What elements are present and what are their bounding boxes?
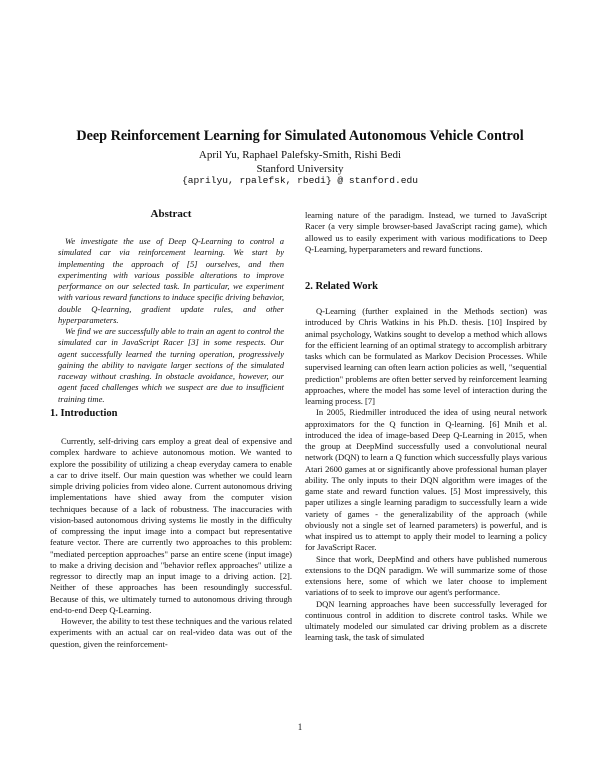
related-body [305, 306, 547, 644]
abstract-paragraph: We investigate the use of Deep Q-Learning to control a simulated car via reinforcement learning. We start by implementing the approach of [5] ourselves, and then experimenting with various possible alterations to improve performance on our selected task. In particular, we experiment with various reward functions to induce specific driving behavior, double Q-learning, gradient update rules, and other hyperparameters. [58, 236, 284, 325]
author-names: April Yu, Raphael Palefsky-Smith, Rishi Bedi [198, 149, 402, 161]
intro-body [50, 436, 292, 650]
abstract-paragraph: We find we are successfully able to train an agent to control the simulated car in JavaScript Racer [3] in some respects. Our agent successfully learned the turning operation, progressively gaining the ability to navigate larger sections of the simulated raceway without crashing. In obstacle avoidance, however, our agent faced challenges which we suspect are due to insufficient training time. [58, 326, 284, 404]
abstract-heading: Abstract [150, 208, 192, 220]
related-paragraph: Since that work, DeepMind and others have published numerous extensions to the DQN paradigm. We will summarize some of those extensions here, some of which we later choose to implement variations of to seek to improve our agent's performance. [305, 553, 547, 598]
intro-paragraph: However, the ability to test these techniques and the various related experiments with an actual car on real-video data was out of the question, given the reinforcement- [50, 616, 292, 649]
intro-paragraph-continued: learning nature of the paradigm. Instead, we turned to JavaScript Racer (a very simple browser-based JavaScript racing game), which allowed us to easily experiment with various modifications to Deep Q-Learning, hyperparameters and reward functions. [305, 210, 547, 254]
abstract-body [58, 236, 284, 405]
related-heading: 2. Related Work [305, 281, 379, 292]
author-block [0, 148, 600, 176]
related-paragraph: In 2005, Riedmiller introduced the idea of using neural network approximators for the Q function in Q-learning. [6] Mnih et al. introduced the idea of image-based Deep Q-Learning in 2015, when the group at DeepMind successfully used a convolutional neural network (DQN) to learn a Q function which successfully plays various Atari 2600 games at or significantly above professional human player ability. The only inputs to their DQN algorithm were images of the game state and reward function values. [5] Most impressively, this paper utilizes a single learning paradigm to successfully learn a wide variety of games - the generalizability of the approach (while obviously not a single set of learned parameters) is powerful, and is what inspired us to attempt to apply their model to learning a policy for JavaScript Racer. [305, 407, 547, 553]
paper-title: Deep Reinforcement Learning for Simulated Autonomous Vehicle Control [76, 128, 524, 144]
intro-paragraph: Currently, self-driving cars employ a great deal of expensive and complex hardware to achieve autonomous motion. We wanted to explore the possibility of utilizing a cheap everyday camera to enable a car to drive itself. Our main question was whether we could learn simple driving policies from video alone. Current autonomous driving implementations have shied away from the computer vision techniques because of a lack of robustness. The inaccuracies with vision-based autonomous driving systems lie mostly in the difficulty of compressing the input image into a compact but representative feature vector. There are currently two approaches to this problem: "mediated perception approaches" parse an entire scene (input image) to make a driving decision and "behavior reflex approaches" utilize a regressor to directly map an input image to a driving action. [2]. Neither of these approaches has been resoundingly successful. Because of this, we ultimately turned to autonomous driving through end-to-end Deep Q-Learning. [50, 436, 292, 615]
related-paragraph: DQN learning approaches have been successfully leveraged for continuous control in addition to discrete control tasks. While we ultimately modeled our simulated car driving problem as a discrete learning task, the task of simulated [305, 598, 547, 643]
related-paragraph: Q-Learning (further explained in the Methods section) was introduced by Chris Watkins in his Ph.D. thesis. [10] Inspired by animal psychology, Watkins sought to develop a method which allows for the efficient learning of an optimal strategy to accomplish arbitrary tasks which can be formulated as Markov Decision Processes. While supervised learning can often learn action policies as well, "sequential prediction" problems are often better served by reinforcement learning approaches, where the model has some level of interaction during the learning process. [7] [305, 306, 547, 406]
author-emails: {aprilyu, rpalefsk, rbedi} @ stanford.edu [181, 175, 419, 186]
intro-heading: 1. Introduction [50, 408, 118, 419]
page-number: 1 [297, 722, 303, 732]
affiliation: Stanford University [256, 163, 344, 175]
intro-continuation [305, 210, 547, 255]
